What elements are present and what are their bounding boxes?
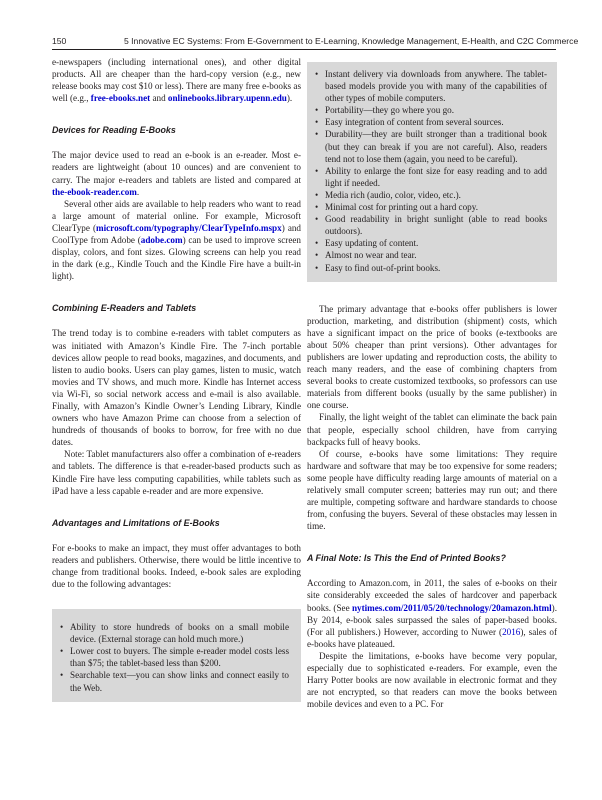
list-item: • Ability to store hundreds of books on a small mobile device. (External storage can hold much more.) [70, 621, 289, 645]
paragraph: Of course, e-books have some limitations: They require hardware and software that may be too expensive for some readers; some people have difficulty reading large amounts of material on a relatively small computer screen; batteries may run out; and there are multiple, competing software and hardware standards to choose from, confusing the buyers. Several of these obstacles may lessen in time. [307, 448, 557, 532]
text: e-newspapers (including international ones), and other digital products. All are cheaper than the hard-copy version (e.g., new release books may cost $10 or less). There are many free e-books as well (e.g., [52, 57, 301, 104]
list-item: • Ability to enlarge the font size for easy reading and to add light if needed. [325, 165, 547, 189]
list-item: • Almost no wear and tear. [325, 249, 547, 261]
text: The major device used to read an e-book is an e-reader. Most e-readers are lightweight (about 10 ounces) and are convenient to carry. The major e-readers and tablets are listed and compared at [52, 150, 301, 185]
header-rule [52, 49, 556, 50]
link-the-ebook-reader[interactable]: the-ebook-reader.com [52, 186, 137, 197]
paragraph: Finally, the light weight of the tablet can eliminate the back pain that people, especially school children, have from carrying backpacks full of heavy books. [307, 412, 557, 447]
section-heading-advantages: Advantages and Limitations of E-Books [52, 517, 220, 528]
paragraph: Note: Tablet manufacturers also offer a combination of e-readers and tablets. The difference is that e-reader-based products such as Kindle Fire have less computing capabilities, while tablets such as iPad have a less capable e-reader and are more expensive. [52, 449, 301, 496]
chapter-title: 5 Innovative EC Systems: From E-Government to E-Learning, Knowledge Management, E-Health, and C2C Commerce [124, 36, 579, 46]
link-free-ebooks[interactable]: free-ebooks.net [90, 93, 151, 104]
paragraph [52, 56, 301, 104]
list-item: • Lower cost to buyers. The simple e-reader model costs less than $75; the tablet-based less than $200. [70, 645, 289, 669]
text: ) can be used to improve screen display, colors, and font sizes. Glowing screens can help you read in the dark (e.g., Kindle Touch and the Kindle Fire have a built-in light). [52, 235, 301, 282]
link-adobe[interactable]: adobe.com [140, 235, 183, 246]
advantages-box-continued [52, 609, 301, 702]
advantages-list [307, 68, 547, 274]
section-heading-devices: Devices for Reading E-Books [52, 125, 176, 136]
right-column [307, 56, 557, 710]
text: Several other aids are available to help readers who want to read a large amount of material online. For example, Microsoft ClearType ( [52, 198, 301, 233]
link-onlinebooks[interactable]: onlinebooks.library.upenn.edu [167, 93, 287, 104]
list-item: • Instant delivery via downloads from anywhere. The tablet-based models provide you with many of the capabilities of other types of mobile computers. [325, 68, 547, 104]
link-citation-2016[interactable]: 2016 [502, 626, 521, 637]
text: . [136, 186, 140, 197]
paragraph [52, 198, 301, 283]
list-item: • Searchable text—you can show links and connect easily to the Web. [70, 669, 289, 693]
list-item: • Media rich (audio, color, video, etc.). [325, 189, 547, 201]
list-item: • Durability—they are built stronger than a traditional book (but they can break if you are not careful). Also, readers tend not to lose them (again, you need to be careful). [325, 128, 547, 164]
section-heading-final-note: A Final Note: Is This the End of Printed Books? [307, 553, 506, 564]
text: ), sales of e-books have plateaued. [307, 626, 557, 649]
left-column [52, 56, 301, 702]
list-item: • Easy updating of content. [325, 237, 547, 249]
text: ). [286, 93, 293, 104]
paragraph [307, 577, 557, 650]
list-item: • Good readability in bright sunlight (able to read books outdoors). [325, 213, 547, 237]
list-item: • Easy to find out-of-print books. [325, 262, 547, 274]
advantages-list [52, 621, 289, 694]
section-heading-combining: Combining E-Readers and Tablets [52, 303, 197, 314]
paragraph: Despite the limitations, e-books have become very popular, especially due to sophisticated e-readers. For example, even the Harry Potter books are now available in electronic format and they are not encrypted, so that readers can move the books between mobile devices and even to a PC. For [307, 650, 557, 710]
text: According to Amazon.com, in 2011, the sales of e-books on their site considerably exceeded the sales of hardcover and paperback books. (See [307, 578, 557, 613]
link-microsoft-cleartype[interactable]: microsoft.com/typography/ClearTypeInfo.mspx [96, 222, 282, 233]
text: ) and CoolType from Adobe ( [52, 222, 301, 246]
paragraph: For e-books to make an impact, they must offer advantages to both readers and publishers. Otherwise, there would be little incentive to change from traditional books. Indeed, e-book sales are exploding due to the following advantages: [52, 542, 301, 589]
link-nytimes[interactable]: nytimes.com/2011/05/20/technology/20amazon.html [351, 602, 552, 613]
paragraph: The trend today is to combine e-readers with tablet computers as was initiated with Amazon’s Kindle Fire. The 7-inch portable devices allow people to read books, magazines, and documents, and listen to audio books. Users can play games, listen to music, watch movies and TV shows, and much more. Kindle has Internet access via Wi-Fi, so social network access and e-mail is also available. Finally, with Amazon’s Kindle Owner’s Lending Library, Kindle owners who have Amazon Prime can choose from a selection of hundreds of thousands of books to borrow, for free with no due dates. [52, 328, 301, 448]
paragraph [52, 149, 301, 197]
page-number: 150 [52, 36, 67, 46]
running-header [52, 36, 579, 50]
paragraph: The primary advantage that e-books offer publishers is lower production, marketing, and distribution (shipment) costs, which have a significant impact on the price of books (e-textbooks are about 50% cheaper than print versions). Other advantages for publishers are lower updating and reproduction costs, the ability to reach many readers, and the ease of combining chapters from several books to create customized textbooks, so professors can use materials from different books (usually by the same publisher) in one course. [307, 303, 557, 411]
list-item: • Portability—they go where you go. [325, 104, 547, 116]
list-item: • Minimal cost for printing out a hard copy. [325, 201, 547, 213]
list-item: • Easy integration of content from several sources. [325, 116, 547, 128]
text: and [150, 93, 168, 104]
advantages-box [307, 62, 557, 282]
text: ). By 2014, e-book sales surpassed the sales of paper-based books. (For all publishers.) However, according to Nuwer ( [307, 602, 557, 637]
